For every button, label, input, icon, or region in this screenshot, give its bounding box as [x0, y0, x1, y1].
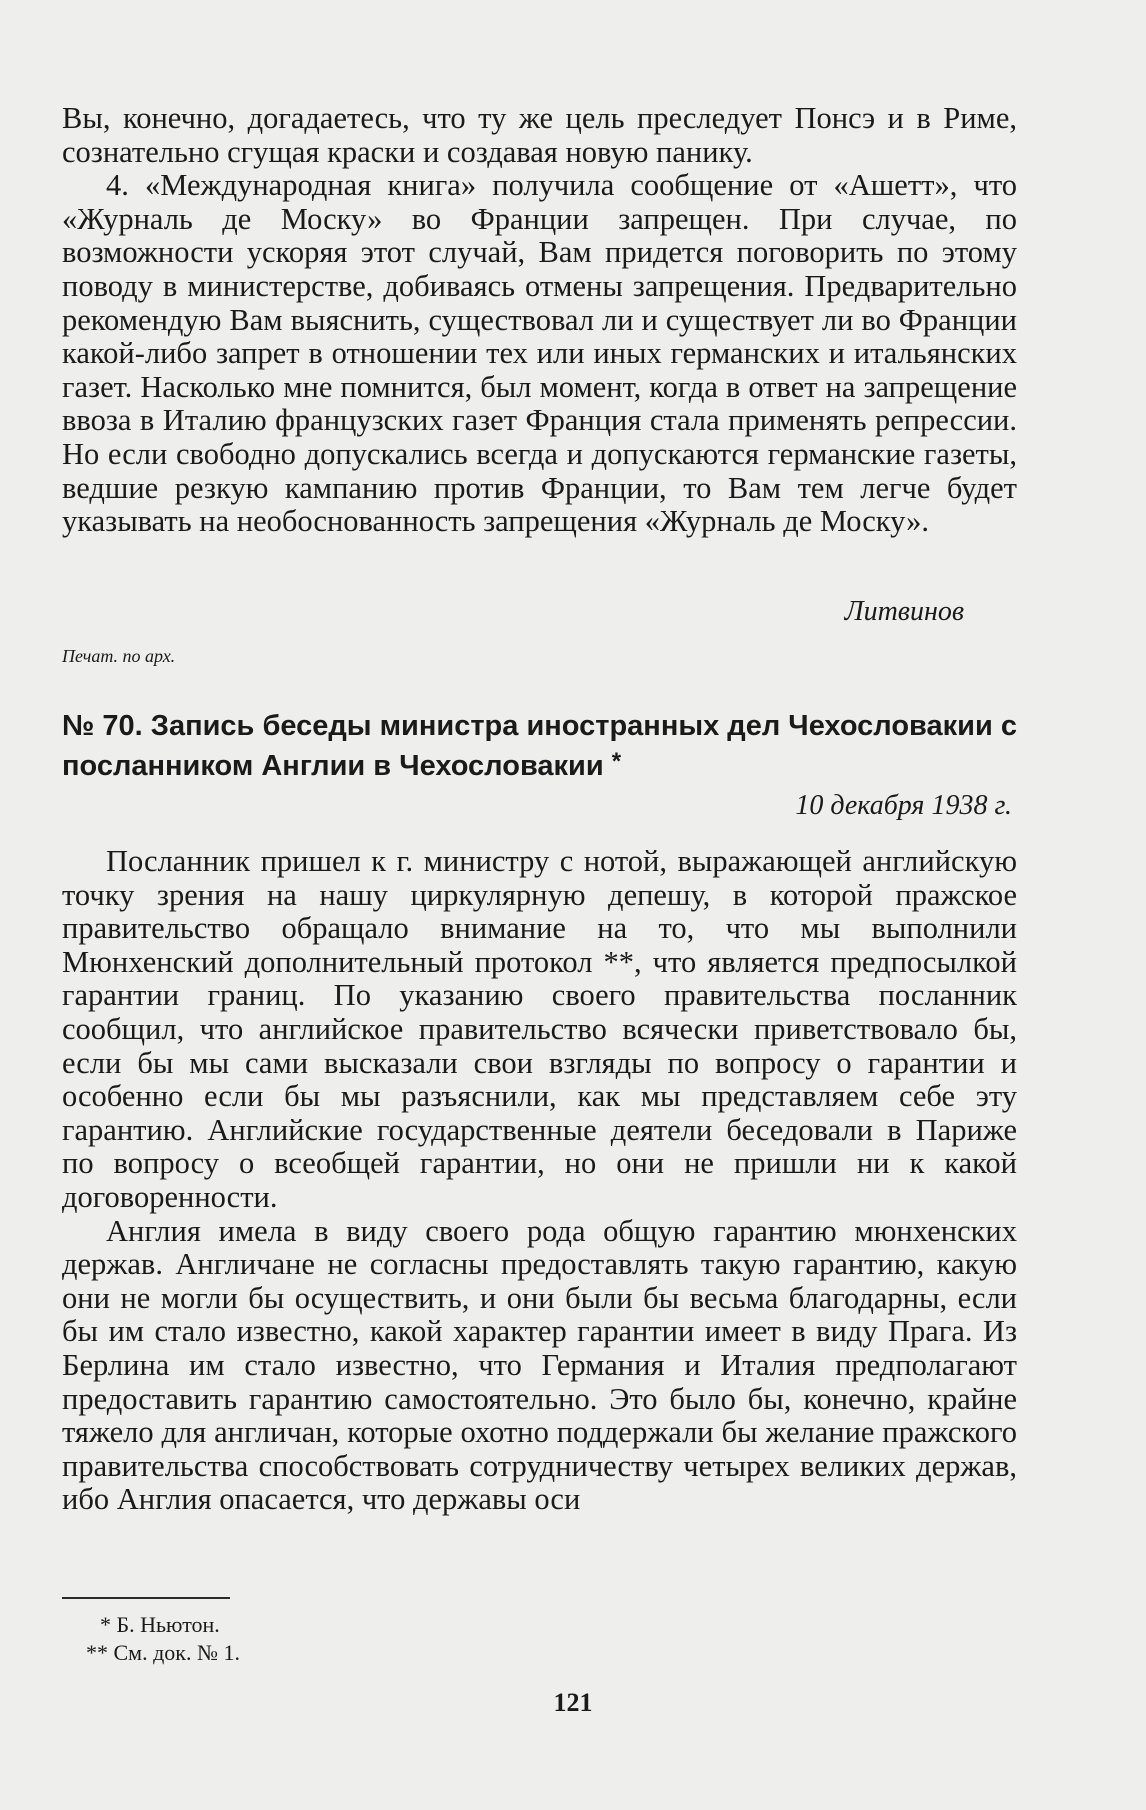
body-text-top — [62, 102, 1017, 539]
paragraph-1: Посланник пришел к г. министру с нотой, выражающей английскую точку зрения на нашу циркулярную депешу, в которой пражское правительство обращало внимание на то, что мы выполнили Мюнхенский дополнительный протокол **, что является предпосылкой гарантии границ. По указанию своего правительства посланник сообщил, что английское правительство всячески приветствовало бы, если бы мы сами высказали свои взгляды по вопросу о гарантии и особенно если бы мы разъяснили, как мы представляем себе эту гарантию. Английские государственные деятели беседовали в Париже по вопросу о всеобщей гарантии, но они не пришли ни к какой договоренности. — [62, 844, 1017, 1214]
page-number: 121 — [553, 1688, 593, 1717]
document-date: 10 декабря 1938 г. — [795, 790, 1012, 821]
continuation-paragraph: Вы, конечно, догадаетесь, что ту же цель преследует Понсэ и в Риме, сознательно сгущая краски и создавая новую панику. — [62, 101, 1017, 169]
paragraph-2: Англия имела в виду своего рода общую гарантию мюнхенских держав. Англичане не согласны предоставлять такую гарантию, какую они не могли бы осуществить, и они были бы весьма благодарны, если бы им стало известно, какой характер гарантии имеет в виду Прага. Из Берлина им стало известно, что Германия и Италия предполагают предоставить гарантию самостоятельно. Это было бы, конечно, крайне тяжело для англичан, которые охотно поддержали бы желание пражского правительства способствовать сотрудничеству четырех великих держав, ибо Англия опасается, что державы оси — [62, 1213, 1017, 1517]
body-text-main — [62, 845, 1017, 1517]
footnote-1: * Б. Ньютон. — [100, 1612, 220, 1637]
footnote-2: ** См. док. № 1. — [86, 1640, 240, 1665]
document-title: Запись беседы министра иностранных дел Чехословакии с посланником Англии в Чехословакии — [62, 710, 1017, 782]
document-heading — [62, 708, 1017, 784]
signature: Литвинов — [844, 596, 964, 627]
source-note: Печат. по арх. — [62, 646, 176, 666]
title-footnote-mark: * — [611, 748, 622, 775]
footnote-rule — [62, 1597, 230, 1599]
document-number: № 70. — [62, 710, 143, 742]
item-4-paragraph: 4. «Международная книга» получила сообщение от «Ашетт», что «Журналь де Моску» во Франции запрещен. При случае, по возможности ускоряя этот случай, Вам придется поговорить по этому поводу в министерстве, добиваясь отмены запрещения. Предварительно рекомендую Вам выяснить, существовал ли и существует ли во Франции какой-либо запрет в отношении тех или иных германских и итальянских газет. Насколько мне помнится, был момент, когда в ответ на запрещение ввоза в Италию французских газет Франция стала применять репрессии. Но если свободно допускались всегда и допускаются германские газеты, ведшие резкую кампанию против Франции, то Вам тем легче будет указывать на необоснованность запрещения «Журналь де Моску». — [62, 168, 1017, 539]
